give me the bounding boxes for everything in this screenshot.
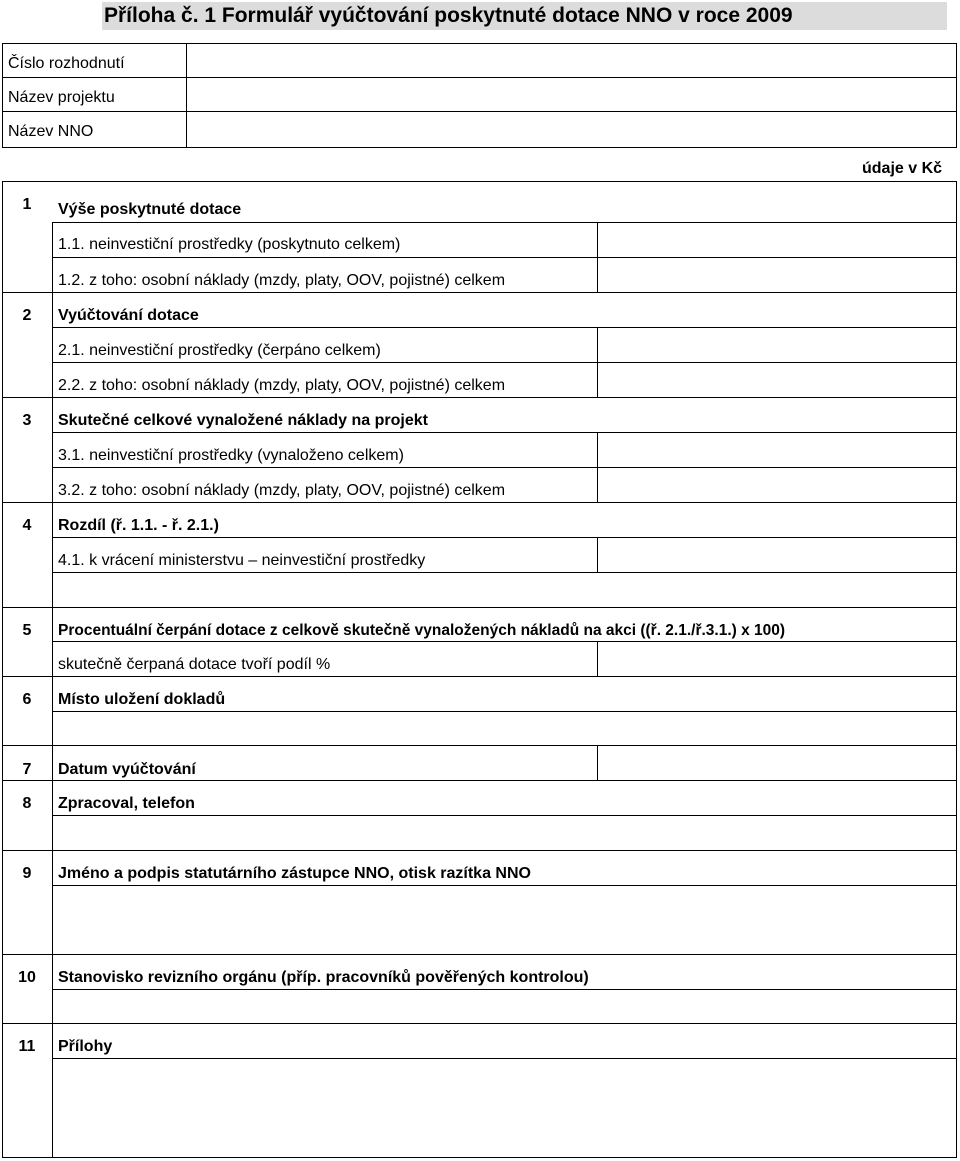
section-9-field[interactable] [52, 886, 956, 954]
decision-number-field[interactable] [187, 44, 956, 77]
item-5-1-value[interactable] [597, 641, 957, 677]
section-8-number: 8 [22, 795, 32, 812]
table-top-border [2, 181, 957, 182]
line-14 [2, 676, 956, 677]
section-11-number: 11 [18, 1038, 36, 1055]
section-4-label: Rozdíl (ř. 1.1. - ř. 2.1.) [58, 517, 219, 534]
item-1-1-value[interactable] [597, 222, 957, 258]
section-11-field[interactable] [52, 1059, 956, 1157]
item-1-2-label: 1.2. z toho: osobní náklady (mzdy, platy, OOV, pojistné) celkem [58, 272, 506, 289]
page-title: Příloha č. 1 Formulář vyúčtování poskytnuté dotace NNO v roce 2009 [102, 2, 947, 30]
line-19 [2, 850, 956, 851]
item-5-1-label: skutečně čerpaná dotace tvoří podíl % [58, 656, 331, 673]
section-7-label: Datum vyúčtování [58, 761, 196, 778]
section-9-label: Jméno a podpis statutárního zástupce NNO, otisk razítka NNO [58, 865, 531, 882]
line-23 [2, 1023, 956, 1024]
table-bottom-border [2, 1157, 957, 1158]
line-21 [2, 954, 956, 955]
section-7-number: 7 [22, 761, 32, 778]
ngo-name-field[interactable] [187, 112, 956, 146]
item-2-2-label: 2.2. z toho: osobní náklady (mzdy, platy, OOV, pojistné) celkem [58, 377, 506, 394]
header-left-border [2, 43, 3, 147]
section-2-label: Vyúčtování dotace [58, 307, 199, 324]
line-3 [2, 292, 956, 293]
item-2-1-value[interactable] [597, 327, 957, 363]
header-right-border [956, 43, 957, 147]
number-column-divider [52, 222, 53, 1158]
line-12 [2, 607, 956, 608]
section-2-number: 2 [22, 307, 32, 324]
item-3-2-value[interactable] [597, 467, 957, 503]
item-3-1-label: 3.1. neinvestiční prostředky (vynaloženo celkem) [58, 447, 404, 464]
section-10-label: Stanovisko revizního orgánu (příp. pracovníků pověřených kontrolou) [58, 969, 589, 986]
section-6-field[interactable] [52, 712, 956, 745]
section-1-number: 1 [22, 196, 32, 213]
section-3-number: 3 [22, 412, 32, 429]
item-4-1-notes-field[interactable] [52, 573, 956, 607]
item-2-2-value[interactable] [597, 362, 957, 398]
section-4-number: 4 [22, 517, 32, 534]
project-name-label: Název projektu [8, 89, 115, 106]
units-label: údaje v Kč [862, 160, 943, 177]
section-11-label: Přílohy [58, 1038, 113, 1055]
section-7-value[interactable] [597, 745, 957, 781]
project-name-field[interactable] [187, 78, 956, 111]
decision-number-label: Číslo rozhodnutí [8, 55, 125, 72]
section-5-label: Procentuální čerpání dotace z celkově skutečně vynaložených nákladů na akci ((ř. 2.1./ř.3.1.) x 100) [58, 622, 786, 639]
section-8-label: Zpracoval, telefon [58, 795, 195, 812]
ngo-name-label: Název NNO [8, 123, 94, 140]
section-1-label: Výše poskytnuté dotace [58, 201, 242, 218]
item-4-1-value[interactable] [597, 537, 957, 573]
section-9-number: 9 [22, 865, 32, 882]
section-3-label: Skutečné celkové vynaložené náklady na projekt [58, 412, 428, 429]
line-9 [2, 502, 956, 503]
section-5-number: 5 [22, 622, 32, 639]
section-6-label: Místo uložení dokladů [58, 691, 226, 708]
item-4-1-label: 4.1. k vrácení ministerstvu – neinvestiční prostředky [58, 552, 426, 569]
item-3-2-label: 3.2. z toho: osobní náklady (mzdy, platy, OOV, pojistné) celkem [58, 482, 506, 499]
section-10-number: 10 [18, 969, 36, 986]
item-1-2-value[interactable] [597, 257, 957, 293]
section-8-field[interactable] [52, 816, 956, 850]
item-3-1-value[interactable] [597, 432, 957, 468]
section-6-number: 6 [22, 691, 32, 708]
item-1-1-label: 1.1. neinvestiční prostředky (poskytnuto celkem) [58, 236, 401, 253]
line-17 [2, 780, 956, 781]
line-6 [2, 397, 956, 398]
table-left-border [2, 181, 3, 1158]
section-10-field[interactable] [52, 990, 956, 1023]
item-2-1-label: 2.1. neinvestiční prostředky (čerpáno celkem) [58, 342, 381, 359]
